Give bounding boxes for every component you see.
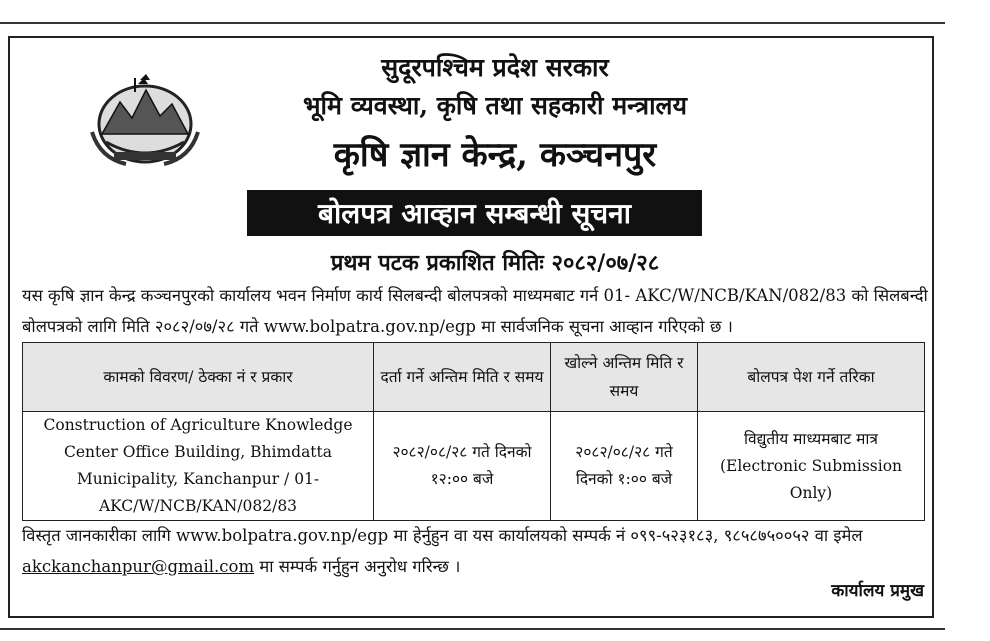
bottom-divider <box>0 628 945 630</box>
province-government-heading: सुदूरपश्चिम प्रदेश सरकार <box>381 53 609 82</box>
notice-title: बोलपत्र आव्हान सम्बन्धी सूचना <box>318 197 631 230</box>
contact-paragraph <box>22 520 932 582</box>
notice-title-banner <box>247 190 702 236</box>
column-header-opening-deadline: खोल्ने अन्तिम मिति र समय <box>551 343 698 412</box>
column-header-registration-deadline: दर्ता गर्ने अन्तिम मिति र समय <box>374 343 551 412</box>
contact-text-pre: विस्तृत जानकारीका लागि www.bolpatra.gov.np/egp मा हेर्नुहुन वा यस कार्यालयको सम्पर्क नं ०९९-५२३१८३, ९८५८७५००५२ वा इमेल <box>22 526 863 545</box>
column-header-work-description: कामको विवरण/ ठेक्का नं र प्रकार <box>23 343 374 412</box>
column-header-submission-method: बोलपत्र पेश गर्ने तरिका <box>698 343 925 412</box>
cell-opening-deadline: २०८२/०८/२८ गते दिनको १:०० बजे <box>551 412 698 521</box>
published-date: प्रथम पटक प्रकाशित मितिः २०८२/०७/२८ <box>330 250 660 276</box>
email-link[interactable]: akckanchanpur@gmail.com <box>22 557 255 576</box>
table-header-row <box>23 343 925 412</box>
table-row <box>23 412 925 521</box>
intro-paragraph: यस कृषि ज्ञान केन्द्र कञ्चनपुरको कार्यालय भवन निर्माण कार्य सिलबन्दी बोलपत्रको माध्यमबाट गर्न 01- AKC/W/NCB/KAN/082/83 को सिलबन्दी बोलपत्रको लागि मिति २०८२/०७/२८ गते www.bolpatra.gov.np/egp मा सार्वजनिक सूचना आव्हान गरिएको छ । <box>22 286 928 336</box>
signature-office-chief: कार्यालय प्रमुख <box>831 581 924 601</box>
top-divider <box>0 22 945 24</box>
tender-table <box>22 342 925 521</box>
cell-work-description: Construction of Agriculture Knowledge Center Office Building, Bhimdatta Municipality, Kanchanpur / 01- AKC/W/NCB/KAN/082/83 <box>23 412 374 521</box>
ministry-heading: भूमि व्यवस्था, कृषि तथा सहकारी मन्त्रालय <box>302 91 688 120</box>
office-heading: कृषि ज्ञान केन्द्र, कञ्चनपुर <box>333 135 657 175</box>
cell-registration-deadline: २०८२/०८/२८ गते दिनको १२:०० बजे <box>374 412 551 521</box>
contact-text-post: मा सम्पर्क गर्नुहुन अनुरोध गरिन्छ । <box>259 557 461 576</box>
cell-submission-method: विद्युतीय माध्यमबाट मात्र (Electronic Submission Only) <box>698 412 925 521</box>
